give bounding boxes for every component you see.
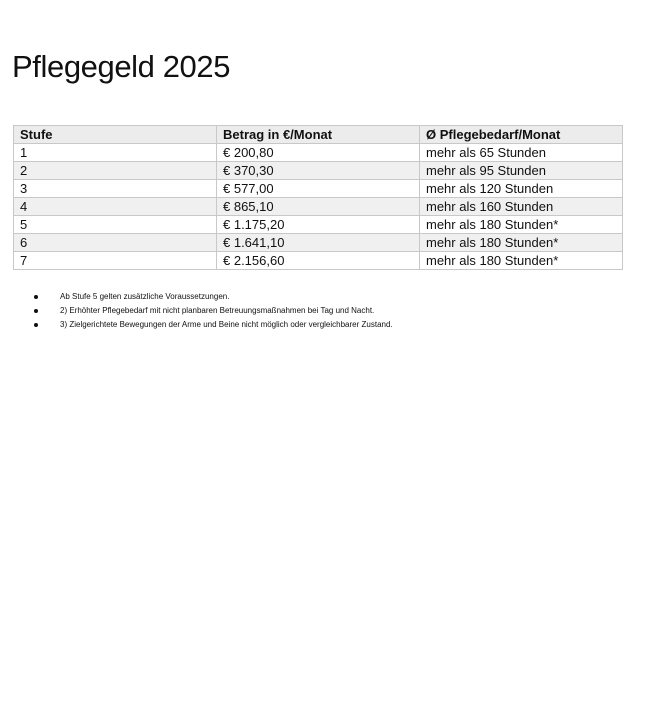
header-pflegebedarf: Ø Pflegebedarf/Monat: [420, 126, 623, 144]
cell-betrag: € 577,00: [217, 180, 420, 198]
cell-stufe: 1: [14, 144, 217, 162]
pflegegeld-table: [13, 125, 623, 270]
footnote-item: [32, 304, 393, 318]
header-betrag: Betrag in €/Monat: [217, 126, 420, 144]
footnote-item: [32, 318, 393, 332]
cell-stufe: 7: [14, 252, 217, 270]
cell-betrag: € 2.156,60: [217, 252, 420, 270]
cell-pflegebedarf: mehr als 95 Stunden: [420, 162, 623, 180]
cell-stufe: 3: [14, 180, 217, 198]
table-row: [14, 162, 623, 180]
cell-stufe: 6: [14, 234, 217, 252]
cell-betrag: € 370,30: [217, 162, 420, 180]
cell-stufe: 5: [14, 216, 217, 234]
table-row: [14, 144, 623, 162]
footnote-text: 3) Zielgerichtete Bewegungen der Arme und Beine nicht möglich oder vergleichbarer Zustand.: [60, 320, 393, 329]
page-title: Pflegegeld 2025: [12, 49, 231, 84]
bullet-icon: [34, 323, 38, 327]
table-row: [14, 234, 623, 252]
cell-betrag: € 1.175,20: [217, 216, 420, 234]
table-row: [14, 198, 623, 216]
cell-stufe: 2: [14, 162, 217, 180]
cell-pflegebedarf: mehr als 65 Stunden: [420, 144, 623, 162]
bullet-icon: [34, 295, 38, 299]
footnote-item: [32, 290, 393, 304]
footnotes-list: [32, 290, 393, 332]
cell-stufe: 4: [14, 198, 217, 216]
cell-pflegebedarf: mehr als 180 Stunden*: [420, 252, 623, 270]
cell-betrag: € 865,10: [217, 198, 420, 216]
table-row: [14, 252, 623, 270]
cell-betrag: € 1.641,10: [217, 234, 420, 252]
cell-pflegebedarf: mehr als 180 Stunden*: [420, 216, 623, 234]
cell-betrag: € 200,80: [217, 144, 420, 162]
table-header-row: [14, 126, 623, 144]
bullet-icon: [34, 309, 38, 313]
footnote-text: Ab Stufe 5 gelten zusätzliche Voraussetzungen.: [60, 292, 230, 301]
table-row: [14, 216, 623, 234]
header-stufe: Stufe: [14, 126, 217, 144]
cell-pflegebedarf: mehr als 120 Stunden: [420, 180, 623, 198]
cell-pflegebedarf: mehr als 160 Stunden: [420, 198, 623, 216]
table-row: [14, 180, 623, 198]
footnote-text: 2) Erhöhter Pflegebedarf mit nicht planbaren Betreuungsmaßnahmen bei Tag und Nacht.: [60, 306, 375, 315]
cell-pflegebedarf: mehr als 180 Stunden*: [420, 234, 623, 252]
